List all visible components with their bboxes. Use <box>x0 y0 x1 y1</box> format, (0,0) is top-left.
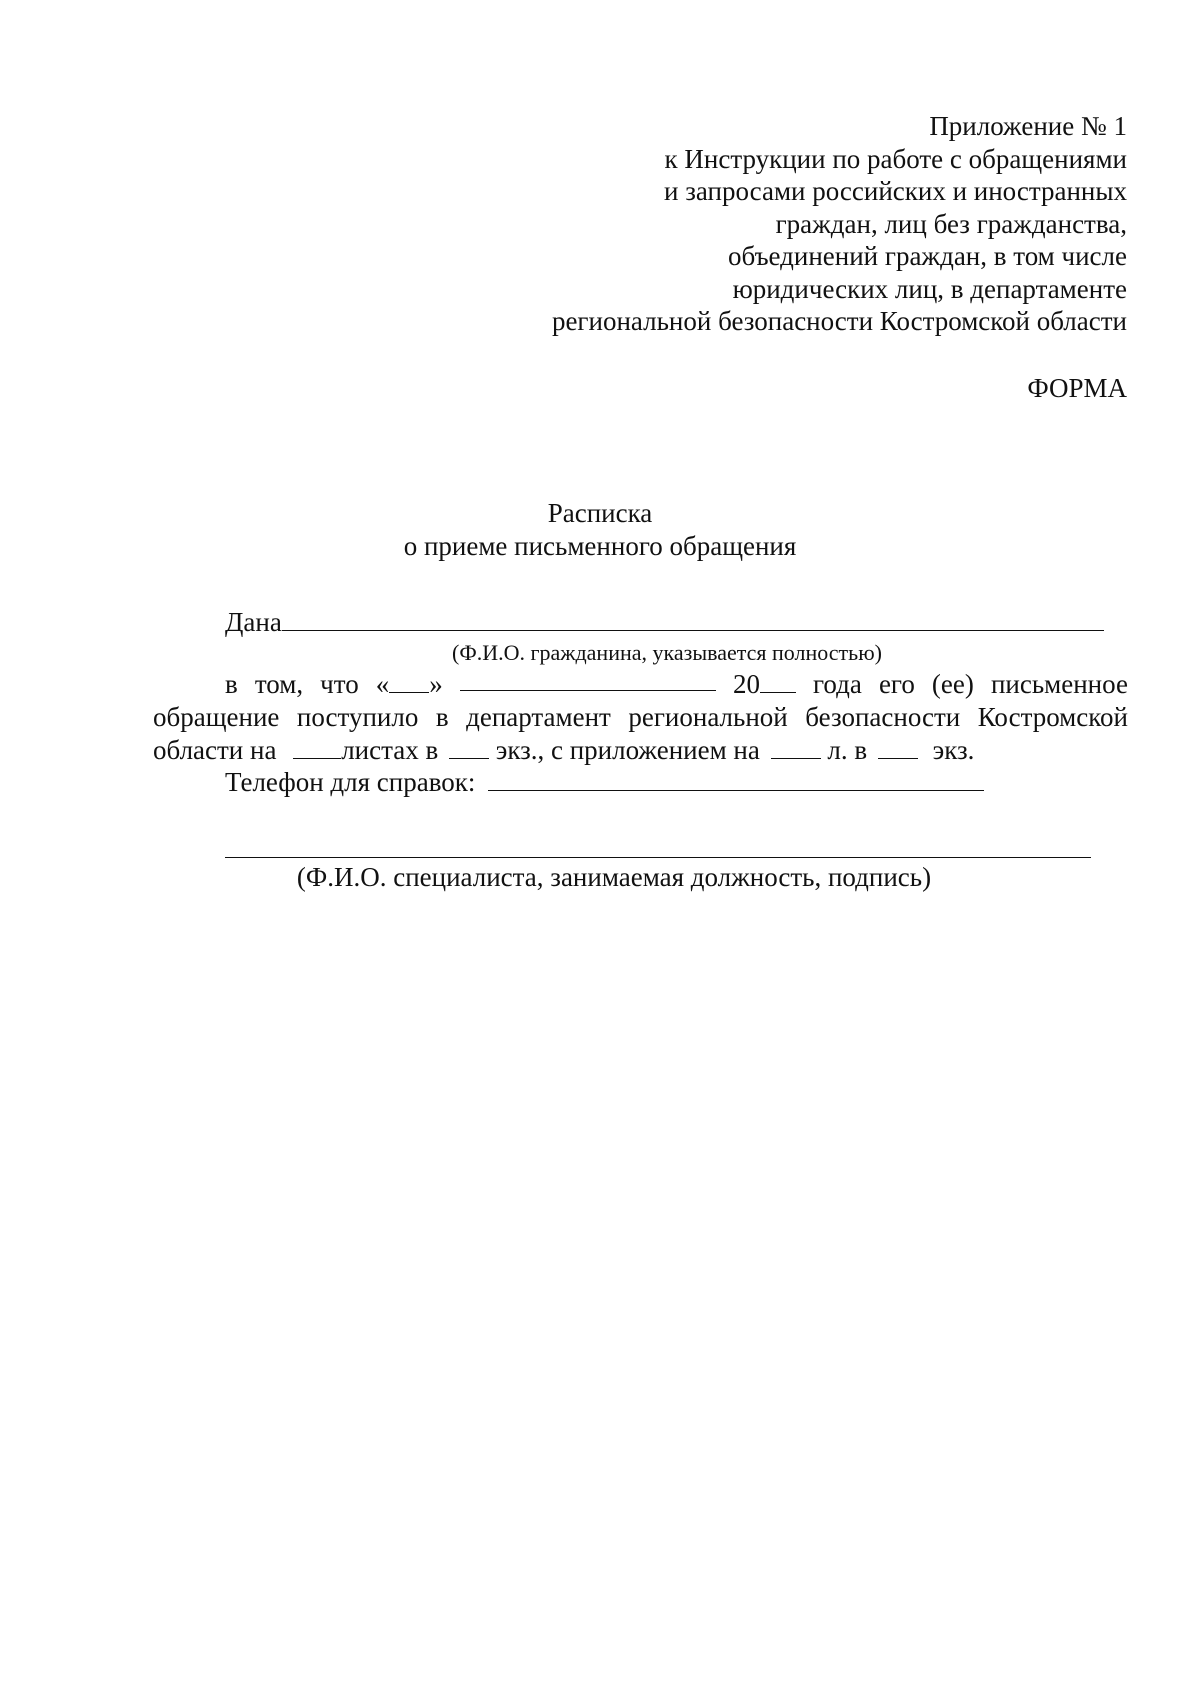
specialist-signature-line[interactable] <box>225 857 1091 858</box>
dept-row-w2: поступило <box>296 702 419 732</box>
title-line-2: о приеме письменного обращения <box>403 531 797 561</box>
sheets-count-field[interactable] <box>293 736 341 759</box>
phone-row <box>225 766 984 798</box>
sheets-row <box>153 734 974 766</box>
date-row-w5: его <box>878 669 915 699</box>
dept-row-w7: Костромской <box>977 702 1128 732</box>
month-field[interactable] <box>460 668 716 691</box>
quote-close: » <box>429 669 443 699</box>
given-label: Дана <box>225 607 282 637</box>
header-line-1: Приложение № 1 <box>929 111 1127 141</box>
date-row-w6: (ее) <box>931 669 974 699</box>
sheets-row-p4: л. в <box>827 735 868 765</box>
date-row-w2: том, <box>254 669 304 699</box>
header-line-2: к Инструкции по работе с обращениями <box>664 143 1127 174</box>
year-prefix: 20 <box>732 669 760 699</box>
header-line-3: и запросами российских и иностранных <box>664 176 1127 206</box>
phone-label: Телефон для справок: <box>225 767 476 797</box>
citizen-name-caption: (Ф.И.О. гражданина, указывается полностью) <box>452 640 882 665</box>
year-field[interactable] <box>760 670 796 693</box>
header-line-5: объединений граждан, в том числе <box>728 241 1127 271</box>
title-line-1: Расписка <box>547 498 653 528</box>
date-row-w4: года <box>813 669 862 699</box>
sheets-row-p3: экз., с приложением на <box>495 735 760 765</box>
phone-field[interactable] <box>488 768 984 791</box>
header-line-4: граждан, лиц без гражданства, <box>775 208 1127 239</box>
document-title <box>0 497 1200 563</box>
copies-count-field[interactable] <box>449 736 489 759</box>
department-row <box>153 701 1128 733</box>
specialist-caption: (Ф.И.О. специалиста, занимаемая должность, подпись) <box>296 862 932 892</box>
year-group <box>733 668 796 700</box>
attachment-copies-field[interactable] <box>878 736 918 759</box>
quote-open: « <box>375 669 390 699</box>
date-row-w7: письменное <box>990 669 1128 699</box>
form-label: ФОРМА <box>1027 373 1127 403</box>
date-row <box>225 668 1128 700</box>
dept-row-w6: безопасности <box>805 702 961 732</box>
attachment-sheets-field[interactable] <box>771 736 821 759</box>
header-line-6: юридических лиц, в департаменте <box>732 273 1127 304</box>
header-line-7: региональной безопасности Костромской области <box>551 306 1127 336</box>
day-field[interactable] <box>389 670 429 693</box>
citizen-name-field[interactable] <box>282 608 1104 631</box>
given-row <box>225 606 1104 638</box>
dept-row-w1: обращение <box>153 702 280 732</box>
sheets-row-p5: экз. <box>932 735 975 765</box>
sheets-row-p2: листах в <box>341 735 439 765</box>
appendix-header <box>427 110 1127 338</box>
day-group <box>376 668 443 700</box>
dept-row-w5: региональной <box>628 702 788 732</box>
sheets-row-p1: области на <box>153 735 277 765</box>
date-row-w1: в <box>225 669 238 699</box>
dept-row-w4: департамент <box>466 702 611 732</box>
date-row-w3: что <box>320 669 359 699</box>
dept-row-w3: в <box>435 702 449 732</box>
